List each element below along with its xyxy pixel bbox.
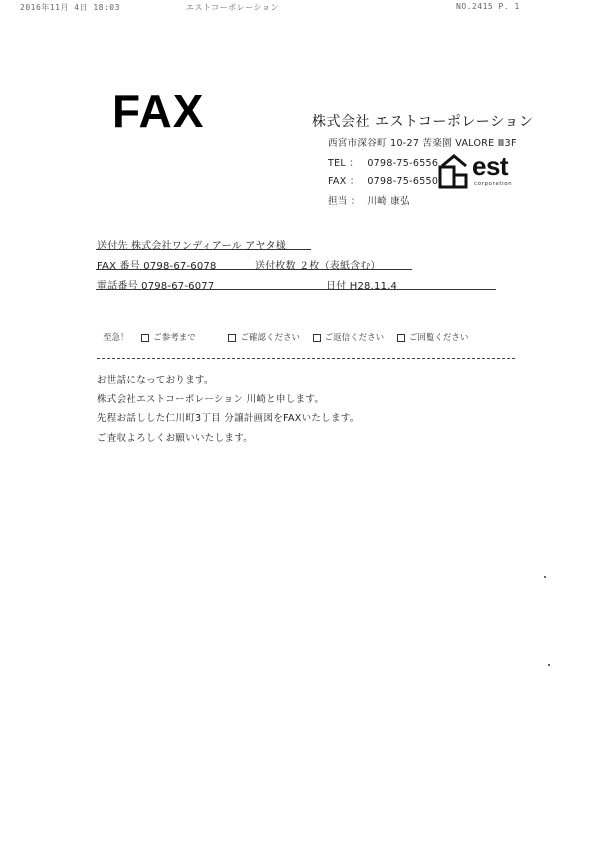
contact-label: 担当 ： — [328, 196, 361, 207]
recipient-phone: 電話番号 0798-67-6077 — [97, 281, 215, 292]
checkbox-icon[interactable] — [141, 334, 149, 342]
contact-value: 川崎 康弘 — [367, 196, 410, 207]
fax-header-sender: エストコーポレーション — [186, 3, 279, 12]
recipient-pages: 送付枚数 ２枚（表紙含む） — [255, 261, 381, 272]
phone-underline — [96, 289, 496, 290]
to-underline — [96, 249, 311, 250]
message-line-2: 株式会社エストコーポレーション 川崎と申します。 — [97, 394, 325, 405]
checkbox-icon[interactable] — [313, 334, 321, 342]
recipient-to: 送付先 株式会社ワンディアール アヤタ様 — [97, 241, 286, 252]
checkbox-icon[interactable] — [397, 334, 405, 342]
tel-label: TEL ： — [328, 158, 360, 169]
logo-text: est — [472, 151, 509, 181]
est-logo — [436, 150, 522, 192]
checkbox-icon[interactable] — [228, 334, 236, 342]
check-reply[interactable]: ご返信ください — [313, 333, 389, 343]
check-confirm[interactable]: ご確認ください — [228, 333, 304, 343]
page-title: FAX — [112, 85, 205, 137]
urgency-row — [103, 331, 476, 343]
recipient-fax: FAX 番号 0798-67-6078 — [97, 261, 217, 272]
house-icon — [436, 150, 472, 190]
scan-speck — [544, 576, 546, 578]
tel-value: 0798-75-6556 — [367, 158, 439, 169]
recipient-date: 日付 H28.11.4 — [326, 281, 398, 292]
fax-value: 0798-75-6550 — [367, 176, 439, 187]
fax-header-page: NO.2415 P. 1 — [456, 2, 520, 11]
check-circulate[interactable]: ご回覧ください — [397, 333, 473, 343]
message-line-3: 先程お話しした仁川町3丁目 分譲計画図をFAXいたします。 — [97, 413, 360, 424]
fax-underline — [96, 269, 412, 270]
scan-speck — [548, 664, 550, 666]
message-line-4: ご査収よろしくお願いいたします。 — [97, 433, 254, 444]
fax-header-datetime: 2016年11月 4日 18:03 — [20, 3, 120, 12]
company-address: 西宮市深谷町 10-27 苦楽園 VALORE Ⅲ3F — [328, 138, 517, 149]
dashed-divider — [97, 358, 515, 359]
company-fax — [328, 173, 438, 187]
company-tel — [328, 155, 438, 169]
company-contact — [328, 193, 410, 207]
check-reference[interactable]: ご参考まで — [141, 333, 200, 343]
company-name: 株式会社 エストコーポレーション — [312, 114, 534, 130]
message-line-1: お世話になっております。 — [97, 375, 214, 386]
urgent-label: 至急！ — [103, 333, 129, 343]
logo-subtext: corporation — [474, 181, 513, 187]
fax-label: FAX ： — [328, 176, 360, 187]
